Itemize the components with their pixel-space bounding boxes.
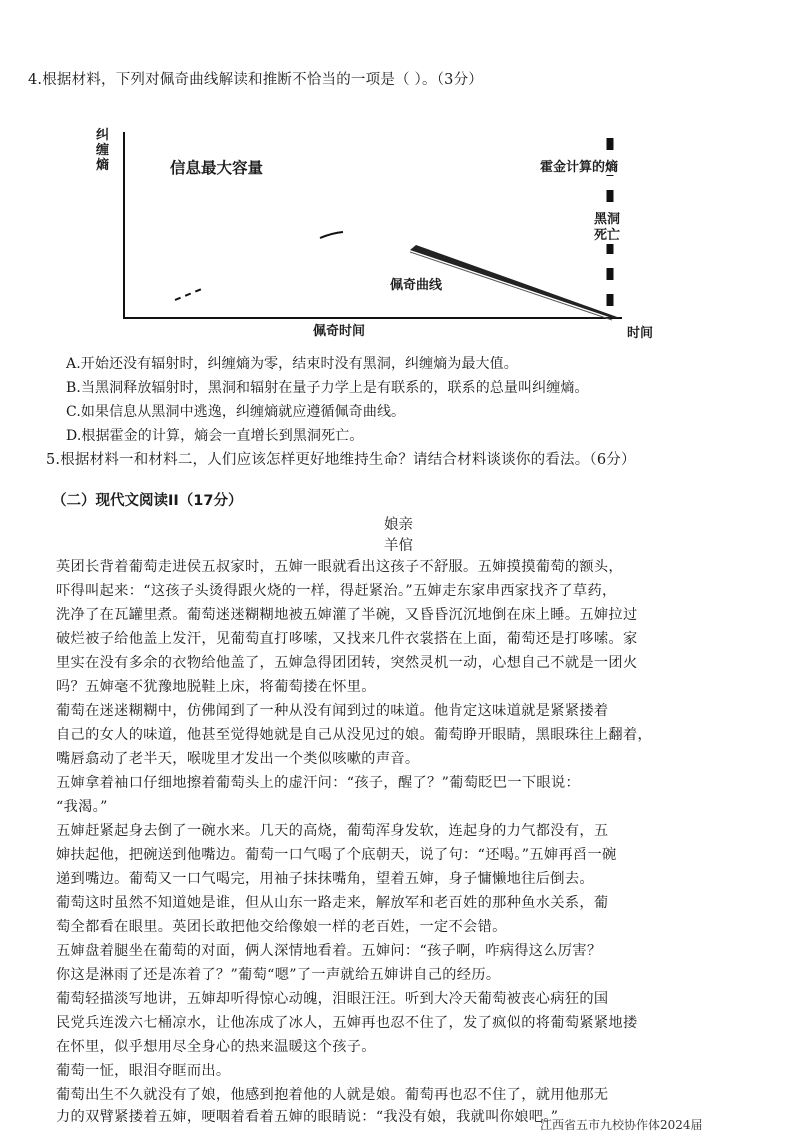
- rising-curve-peak: [320, 232, 343, 238]
- passage-line: 吓得叫起来：“这孩子头烫得跟火烧的一样，得赶紧治。”五婶走东家串西家找齐了草药，: [56, 583, 617, 599]
- passage-line: 嘴唇翕动了老半天，喉咙里才发出一个类似咳嗽的声音。: [56, 751, 420, 767]
- black-hole-death-label: 黑洞死亡: [594, 212, 624, 244]
- passage-line: 你这是淋雨了还是冻着了？”葡萄“嗯”了一声就给五婶讲自己的经历。: [56, 967, 501, 983]
- passage-line: 民党兵连泼六七桶凉水，让他冻成了冰人，五婶再也忍不住了，发了疯似的将葡萄紧紧地搂: [56, 1015, 638, 1031]
- passage-line: 萄全都看在眼里。英团长敢把他交给像娘一样的老百姓，一定不会错。: [56, 919, 507, 935]
- passage-line: 葡萄一怔，眼泪夺眶而出。: [56, 1063, 231, 1079]
- q4-option-b: B.当黑洞释放辐射时，黑洞和辐射在量子力学上是有联系的，联系的总量叫纠缠熵。: [66, 380, 589, 396]
- passage-line: 破烂被子给他盖上发汗，见葡萄直打哆嗦，又找来几件衣裳搭在上面，葡萄还是打哆嗦。家: [56, 631, 638, 647]
- q4-option-a: A.开始还没有辐射时，纠缠熵为零，结束时没有黑洞，纠缠熵为最大值。: [66, 356, 518, 372]
- q4-option-c: C.如果信息从黑洞中逃逸，纠缠熵就应遵循佩奇曲线。: [66, 404, 406, 420]
- passage-line: 在怀里，似乎想用尽全身心的热来温暖这个孩子。: [56, 1039, 376, 1055]
- max-info-label: 信息最大容量: [170, 159, 264, 177]
- page-footer: 江西省五市九校协作体2024届: [540, 1118, 703, 1132]
- page-curve-label: 佩奇曲线: [390, 278, 443, 293]
- page-curve-chart: [0, 0, 800, 345]
- q5-stem: 5.根据材料一和材料二，人们应该怎样更好地维持生命？请结合材料谈谈你的看法。（6分）: [46, 452, 636, 468]
- article-author: 羊倌: [384, 538, 413, 554]
- passage-line: 洗净了在瓦罐里煮。葡萄迷迷糊糊地被五婶灌了半碗，又昏昏沉沉地倒在床上睡。五婶拉过: [56, 607, 638, 623]
- passage-line: 里实在没有多余的衣物给他盖了，五婶急得团团转，突然灵机一动，心想自己不就是一团火: [56, 655, 638, 671]
- passage-line: 五婶赶紧起身去倒了一碗水来。几天的高烧，葡萄浑身发软，连起身的力气都没有，五: [56, 823, 609, 839]
- article-title: 娘亲: [384, 517, 413, 533]
- rising-curve-segment: [175, 288, 204, 300]
- page-time-label: 佩奇时间: [313, 324, 366, 339]
- q4-option-d: D.根据霍金的计算，熵会一直增长到黑洞死亡。: [66, 428, 364, 444]
- x-axis-label: 时间: [627, 326, 654, 341]
- passage-line: 五婶盘着腿坐在葡萄的对面，俩人深情地看着。五婶问：“孩子啊，咋病得这么厉害？: [56, 943, 602, 959]
- passage-line: 五婶拿着袖口仔细地擦着葡萄头上的虚汗问：“孩子，醒了？”葡萄眨巴一下眼说：: [56, 775, 581, 791]
- passage-line: 吗？五婶毫不犹豫地脱鞋上床，将葡萄搂在怀里。: [56, 679, 376, 695]
- section-heading: （二）现代文阅读II（17分）: [52, 493, 243, 509]
- passage-line: 递到嘴边。葡萄又一口气喝完，用袖子抹抹嘴角，望着五婶，身子慵懒地往后倒去。: [56, 871, 594, 887]
- passage-line: 自己的女人的味道，他甚至觉得她就是自己从没见过的娘。葡萄睁开眼睛，黑眼珠往上翻着，: [56, 727, 653, 743]
- passage-line: 葡萄这时虽然不知道她是谁，但从山东一路走来，解放军和老百姓的那种鱼水关系，葡: [56, 895, 609, 911]
- passage-line: 英团长背着葡萄走进侯五叔家时，五婶一眼就看出这孩子不舒服。五婶摸摸葡萄的额头，: [56, 559, 623, 575]
- passage-line: 葡萄轻描淡写地讲，五婶却听得惊心动魄，泪眼汪汪。听到大冷天葡萄被丧心病狂的国: [56, 991, 609, 1007]
- passage-line: 葡萄出生不久就没有了娘，他感到抱着他的人就是娘。葡萄再也忍不住了，就用他那无: [56, 1087, 609, 1103]
- passage-line: 葡萄在迷迷糊糊中，仿佛闻到了一种从没有闻到过的味道。他肯定这味道就是紧紧搂着: [56, 703, 609, 719]
- passage-line: 力的双臂紧搂着五婶，哽咽着看着五婶的眼睛说：“我没有娘，我就叫你娘吧。”: [56, 1109, 559, 1125]
- passage-line: “我渴。”: [56, 799, 108, 815]
- y-axis-label: 纠缠熵: [96, 128, 110, 173]
- page-curve-figure: [0, 0, 800, 345]
- q4-stem: 4.根据材料，下列对佩奇曲线解读和推断不恰当的一项是（ ）。（3分）: [28, 72, 483, 88]
- passage-line: 婶扶起他，把碗送到他嘴边。葡萄一口气喝了个底朝天，说了句：“还喝。”五婶再舀一碗: [56, 847, 617, 863]
- hawking-label: 霍金计算的熵: [538, 156, 620, 175]
